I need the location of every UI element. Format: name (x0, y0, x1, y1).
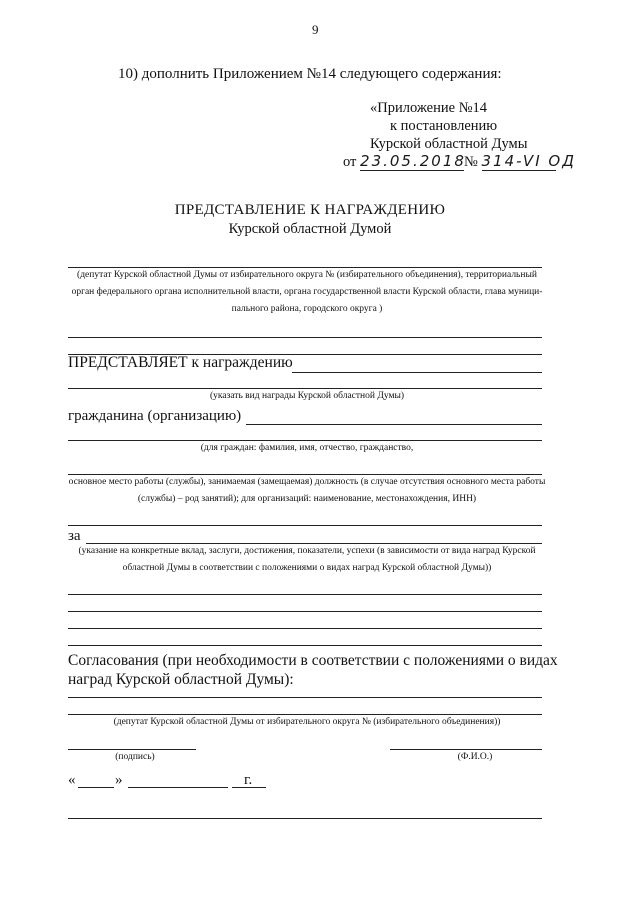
approvals-field-1[interactable] (68, 697, 542, 698)
intro-text: 10) дополнить Приложением №14 следующего содержания: (118, 66, 502, 82)
bottom-line[interactable] (68, 818, 542, 819)
nominator-extra-line-1 (68, 337, 542, 338)
nominator-caption-line-3: пального района, городского округа ) (231, 304, 383, 314)
work-caption-line-2: (службы) – род занятий); для организаций: наименование, местонахождения, ИНН) (137, 494, 477, 504)
form-subtitle: Курской областной Думой (228, 221, 392, 237)
merits-line-5[interactable] (68, 645, 542, 646)
year-suffix: г. (244, 772, 253, 788)
date-close-quote: » (115, 772, 123, 788)
award-caption: (указать вид награды Курской областной Думы) (209, 391, 405, 401)
nominator-caption (62, 267, 552, 318)
decree-date-handwritten: 23.05.2018 (360, 152, 466, 170)
presents-label: ПРЕДСТАВЛЯЕТ к награждению (68, 354, 293, 371)
merits-line-3[interactable] (68, 611, 542, 612)
award-type-field[interactable] (292, 372, 542, 373)
date-day-field[interactable] (78, 787, 114, 788)
citizen-caption: (для граждан: фамилия, имя, отчество, гражданство, (200, 443, 414, 453)
appendix-line-2: к постановлению (390, 118, 498, 134)
merits-line-4[interactable] (68, 628, 542, 629)
appendix-from-label: от (343, 154, 357, 170)
citizen-field[interactable] (246, 424, 542, 425)
approvals-text (68, 651, 558, 689)
approvals-line-1: Согласования (при необходимости в соответствии с положениями о видах (68, 652, 558, 669)
appendix-decree-line (343, 152, 576, 171)
date-month-field[interactable] (128, 787, 228, 788)
work-caption (62, 474, 552, 508)
fio-caption: (Ф.И.О.) (457, 752, 493, 762)
deputy-caption: (депутат Курской областной Думы от избирательного округа № (избирательного объединения)) (113, 717, 501, 727)
date-open-quote: « (68, 772, 76, 788)
appendix-line-1: «Приложение №14 (370, 100, 488, 116)
nominator-caption-line-2: орган федерального органа исполнительной власти, органа государственной власти Курской области, глава муници- (71, 287, 543, 297)
signature-caption: (подпись) (115, 752, 155, 762)
merits-caption (62, 543, 552, 577)
decree-number-handwritten: 314-VI ОД (481, 152, 576, 170)
for-label: за (68, 528, 81, 544)
number-sign: № (464, 154, 478, 170)
nominator-caption-line-1: (депутат Курской областной Думы от избирательного округа № (избирательного объединения), территориальный (77, 270, 537, 280)
work-caption-line-1: основное место работы (службы), занимаемая (замещаемая) должность (в случае отсутствия основного места работы (68, 477, 546, 487)
page-number: 9 (312, 22, 319, 37)
form-title: ПРЕДСТАВЛЕНИЕ К НАГРАЖДЕНИЮ (174, 202, 446, 218)
citizen-label: гражданина (организацию) (68, 408, 242, 424)
merits-caption-line-2: областной Думы в соответствии с положениями о видах наград Курской областной Думы)) (122, 563, 492, 573)
merits-caption-line-1: (указание на конкретные вклад, заслуги, достижения, показатели, успехи (в зависимости от вида наград Курской (78, 546, 536, 556)
appendix-line-3: Курской областной Думы (370, 136, 528, 152)
merits-line-1[interactable] (68, 525, 542, 526)
approvals-line-2: наград Курской областной Думы): (68, 671, 294, 688)
merits-line-2[interactable] (68, 594, 542, 595)
